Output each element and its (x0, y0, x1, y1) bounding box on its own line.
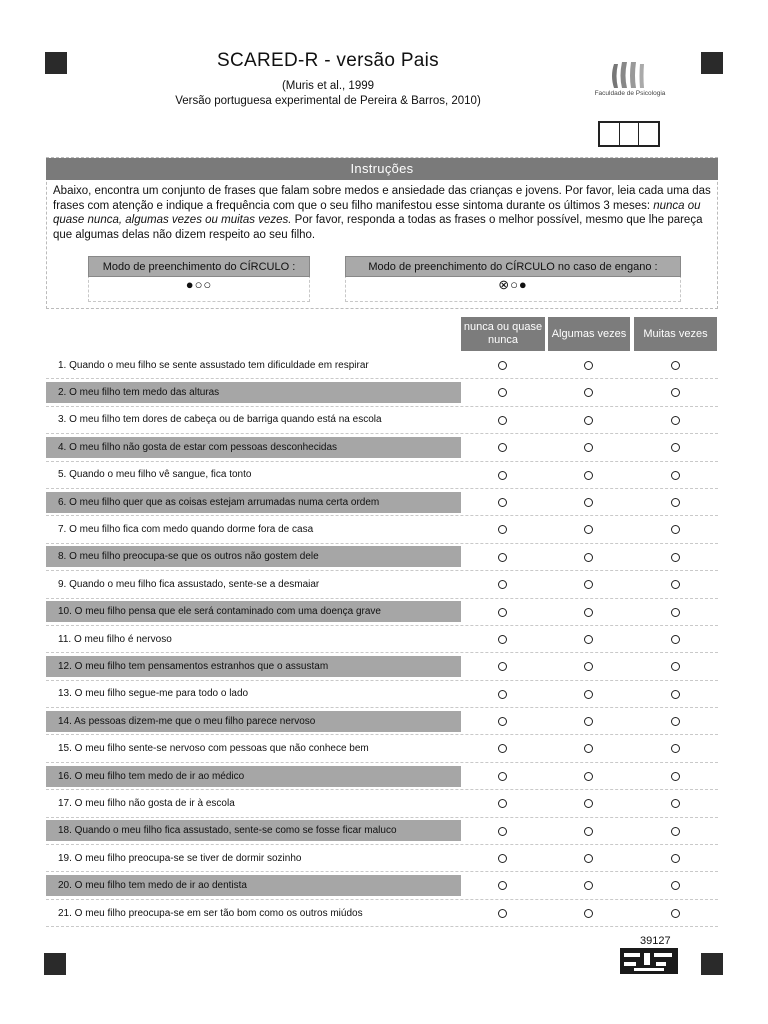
answer-never-radio[interactable] (498, 690, 507, 699)
instructions-text-part: Por favor, responda a todas as frases o melhor possível, mesmo que lhe pareça que algumas delas não dizem respeito ao seu filho. (53, 214, 703, 241)
question-label: 5. Quando o meu filho vê sangue, fica tonto (58, 469, 252, 481)
answer-never-radio[interactable] (498, 717, 507, 726)
answer-never-radio[interactable] (498, 827, 507, 836)
answer-never-radio[interactable] (498, 498, 507, 507)
question-row (46, 599, 718, 626)
answer-sometimes-radio[interactable] (584, 854, 593, 863)
question-label: 21. O meu filho preocupa-se em ser tão bom como os outros miúdos (58, 907, 363, 919)
question-label: 18. Quando o meu filho fica assustado, sente-se como se fosse ficar maluco (46, 820, 461, 841)
instructions-options: nunca ou quase nunca, algumas vezes ou muitas vezes. (53, 199, 701, 226)
question-label: 15. O meu filho sente-se nervoso com pessoas que não conhece bem (58, 743, 369, 755)
question-row (46, 708, 718, 735)
id-code-box[interactable] (600, 123, 620, 145)
answer-often-radio[interactable] (671, 416, 680, 425)
answer-never-radio[interactable] (498, 553, 507, 562)
question-label: 2. O meu filho tem medo das alturas (46, 382, 461, 403)
question-label: 13. O meu filho segue-me para todo o lado (58, 688, 249, 700)
answer-sometimes-radio[interactable] (584, 443, 593, 452)
answer-never-radio[interactable] (498, 388, 507, 397)
answer-never-radio[interactable] (498, 909, 507, 918)
question-row (46, 407, 718, 434)
answer-sometimes-radio[interactable] (584, 525, 593, 534)
answer-sometimes-radio[interactable] (584, 416, 593, 425)
question-label: 10. O meu filho pensa que ele será contaminado com uma doença grave (46, 601, 461, 622)
answer-never-radio[interactable] (498, 854, 507, 863)
fill-mode-label: Modo de preenchimento do CÍRCULO : (88, 256, 310, 277)
question-row (46, 434, 718, 461)
answer-often-radio[interactable] (671, 608, 680, 617)
answer-never-radio[interactable] (498, 635, 507, 644)
question-row (46, 571, 718, 598)
barcode-icon (620, 948, 678, 974)
answer-often-radio[interactable] (671, 827, 680, 836)
answer-sometimes-radio[interactable] (584, 744, 593, 753)
answer-sometimes-radio[interactable] (584, 580, 593, 589)
instructions-text (53, 184, 713, 242)
registration-mark (44, 953, 66, 975)
question-row (46, 462, 718, 489)
question-row (46, 900, 718, 927)
answer-sometimes-radio[interactable] (584, 635, 593, 644)
answer-often-radio[interactable] (671, 799, 680, 808)
question-row (46, 489, 718, 516)
answer-sometimes-radio[interactable] (584, 471, 593, 480)
question-list (46, 352, 718, 927)
form-number: 39127 (640, 935, 671, 947)
answer-sometimes-radio[interactable] (584, 799, 593, 808)
answer-often-radio[interactable] (671, 717, 680, 726)
question-row (46, 544, 718, 571)
answer-often-radio[interactable] (671, 388, 680, 397)
logo-text: Faculdade de Psicologia (594, 90, 666, 97)
answer-often-radio[interactable] (671, 553, 680, 562)
answer-often-radio[interactable] (671, 471, 680, 480)
question-label: 16. O meu filho tem medo de ir ao médico (46, 766, 461, 787)
question-row (46, 763, 718, 790)
question-label: 11. O meu filho é nervoso (58, 633, 172, 645)
column-header-never: nunca ou quase nunca (461, 317, 545, 351)
answer-never-radio[interactable] (498, 881, 507, 890)
answer-often-radio[interactable] (671, 525, 680, 534)
page-title: SCARED-R - versão Pais (217, 50, 439, 71)
question-row (46, 735, 718, 762)
question-row (46, 818, 718, 845)
answer-sometimes-radio[interactable] (584, 827, 593, 836)
answer-sometimes-radio[interactable] (584, 553, 593, 562)
question-row (46, 352, 718, 379)
answer-never-radio[interactable] (498, 772, 507, 781)
answer-never-radio[interactable] (498, 416, 507, 425)
answer-often-radio[interactable] (671, 881, 680, 890)
citation: (Muris et al., 1999 (281, 80, 375, 92)
answer-sometimes-radio[interactable] (584, 388, 593, 397)
question-label: 9. Quando o meu filho fica assustado, sente-se a desmaiar (58, 578, 320, 590)
column-header-often: Muitas vezes (634, 317, 717, 351)
answer-often-radio[interactable] (671, 772, 680, 781)
answer-sometimes-radio[interactable] (584, 361, 593, 370)
version-note: Versão portuguesa experimental de Pereira & Barros, 2010) (175, 95, 481, 107)
answer-never-radio[interactable] (498, 471, 507, 480)
answer-sometimes-radio[interactable] (584, 909, 593, 918)
question-row (46, 516, 718, 543)
answer-often-radio[interactable] (671, 662, 680, 671)
answer-often-radio[interactable] (671, 361, 680, 370)
answer-often-radio[interactable] (671, 690, 680, 699)
question-label: 6. O meu filho quer que as coisas estejam arrumadas numa certa ordem (46, 492, 461, 513)
question-label: 3. O meu filho tem dores de cabeça ou de barriga quando está na escola (58, 414, 382, 426)
answer-often-radio[interactable] (671, 744, 680, 753)
answer-never-radio[interactable] (498, 443, 507, 452)
answer-never-radio[interactable] (498, 580, 507, 589)
answer-sometimes-radio[interactable] (584, 717, 593, 726)
answer-often-radio[interactable] (671, 635, 680, 644)
question-label: 20. O meu filho tem medo de ir ao dentista (46, 875, 461, 896)
column-header-sometimes: Algumas vezes (548, 317, 630, 351)
answer-sometimes-radio[interactable] (584, 662, 593, 671)
answer-never-radio[interactable] (498, 608, 507, 617)
answer-sometimes-radio[interactable] (584, 608, 593, 617)
answer-never-radio[interactable] (498, 662, 507, 671)
id-code-boxes[interactable] (598, 121, 660, 147)
instructions-text-part: Abaixo, encontra um conjunto de frases que falam sobre medos e ansiedade das crianças e jovens. Por favor, leia cada uma das frases com atenção e indique a frequência com que o seu filho manifestou esse sintoma durante os últimos 3 meses: (53, 185, 711, 212)
question-row (46, 872, 718, 899)
answer-sometimes-radio[interactable] (584, 881, 593, 890)
question-row (46, 626, 718, 653)
question-row (46, 681, 718, 708)
question-label: 1. Quando o meu filho se sente assustado tem dificuldade em respirar (58, 359, 369, 371)
question-label: 14. As pessoas dizem-me que o meu filho parece nervoso (46, 711, 461, 732)
answer-sometimes-radio[interactable] (584, 772, 593, 781)
question-label: 12. O meu filho tem pensamentos estranhos que o assustam (46, 656, 461, 677)
registration-mark (701, 52, 723, 74)
answer-often-radio[interactable] (671, 498, 680, 507)
answer-often-radio[interactable] (671, 580, 680, 589)
question-row (46, 653, 718, 680)
answer-often-radio[interactable] (671, 854, 680, 863)
id-code-box[interactable] (639, 123, 658, 145)
question-row (46, 790, 718, 817)
registration-mark (701, 953, 723, 975)
answer-never-radio[interactable] (498, 361, 507, 370)
answer-often-radio[interactable] (671, 443, 680, 452)
error-mode-sample: ⊗○● (498, 277, 528, 292)
id-code-box[interactable] (620, 123, 640, 145)
question-row (46, 379, 718, 406)
question-label: 8. O meu filho preocupa-se que os outros não gostem dele (46, 546, 461, 567)
fill-mode-sample: ●○○ (185, 277, 213, 292)
answer-sometimes-radio[interactable] (584, 498, 593, 507)
instructions-heading: Instruções (46, 158, 718, 180)
answer-often-radio[interactable] (671, 909, 680, 918)
answer-never-radio[interactable] (498, 799, 507, 808)
answer-never-radio[interactable] (498, 525, 507, 534)
question-row (46, 845, 718, 872)
answer-sometimes-radio[interactable] (584, 690, 593, 699)
question-label: 19. O meu filho preocupa-se se tiver de dormir sozinho (58, 852, 302, 864)
question-label: 7. O meu filho fica com medo quando dorme fora de casa (58, 524, 314, 536)
answer-never-radio[interactable] (498, 744, 507, 753)
question-label: 17. O meu filho não gosta de ir à escola (58, 797, 235, 809)
error-mode-label: Modo de preenchimento do CÍRCULO no caso de engano : (345, 256, 681, 277)
question-label: 4. O meu filho não gosta de estar com pessoas desconhecidas (46, 437, 461, 458)
